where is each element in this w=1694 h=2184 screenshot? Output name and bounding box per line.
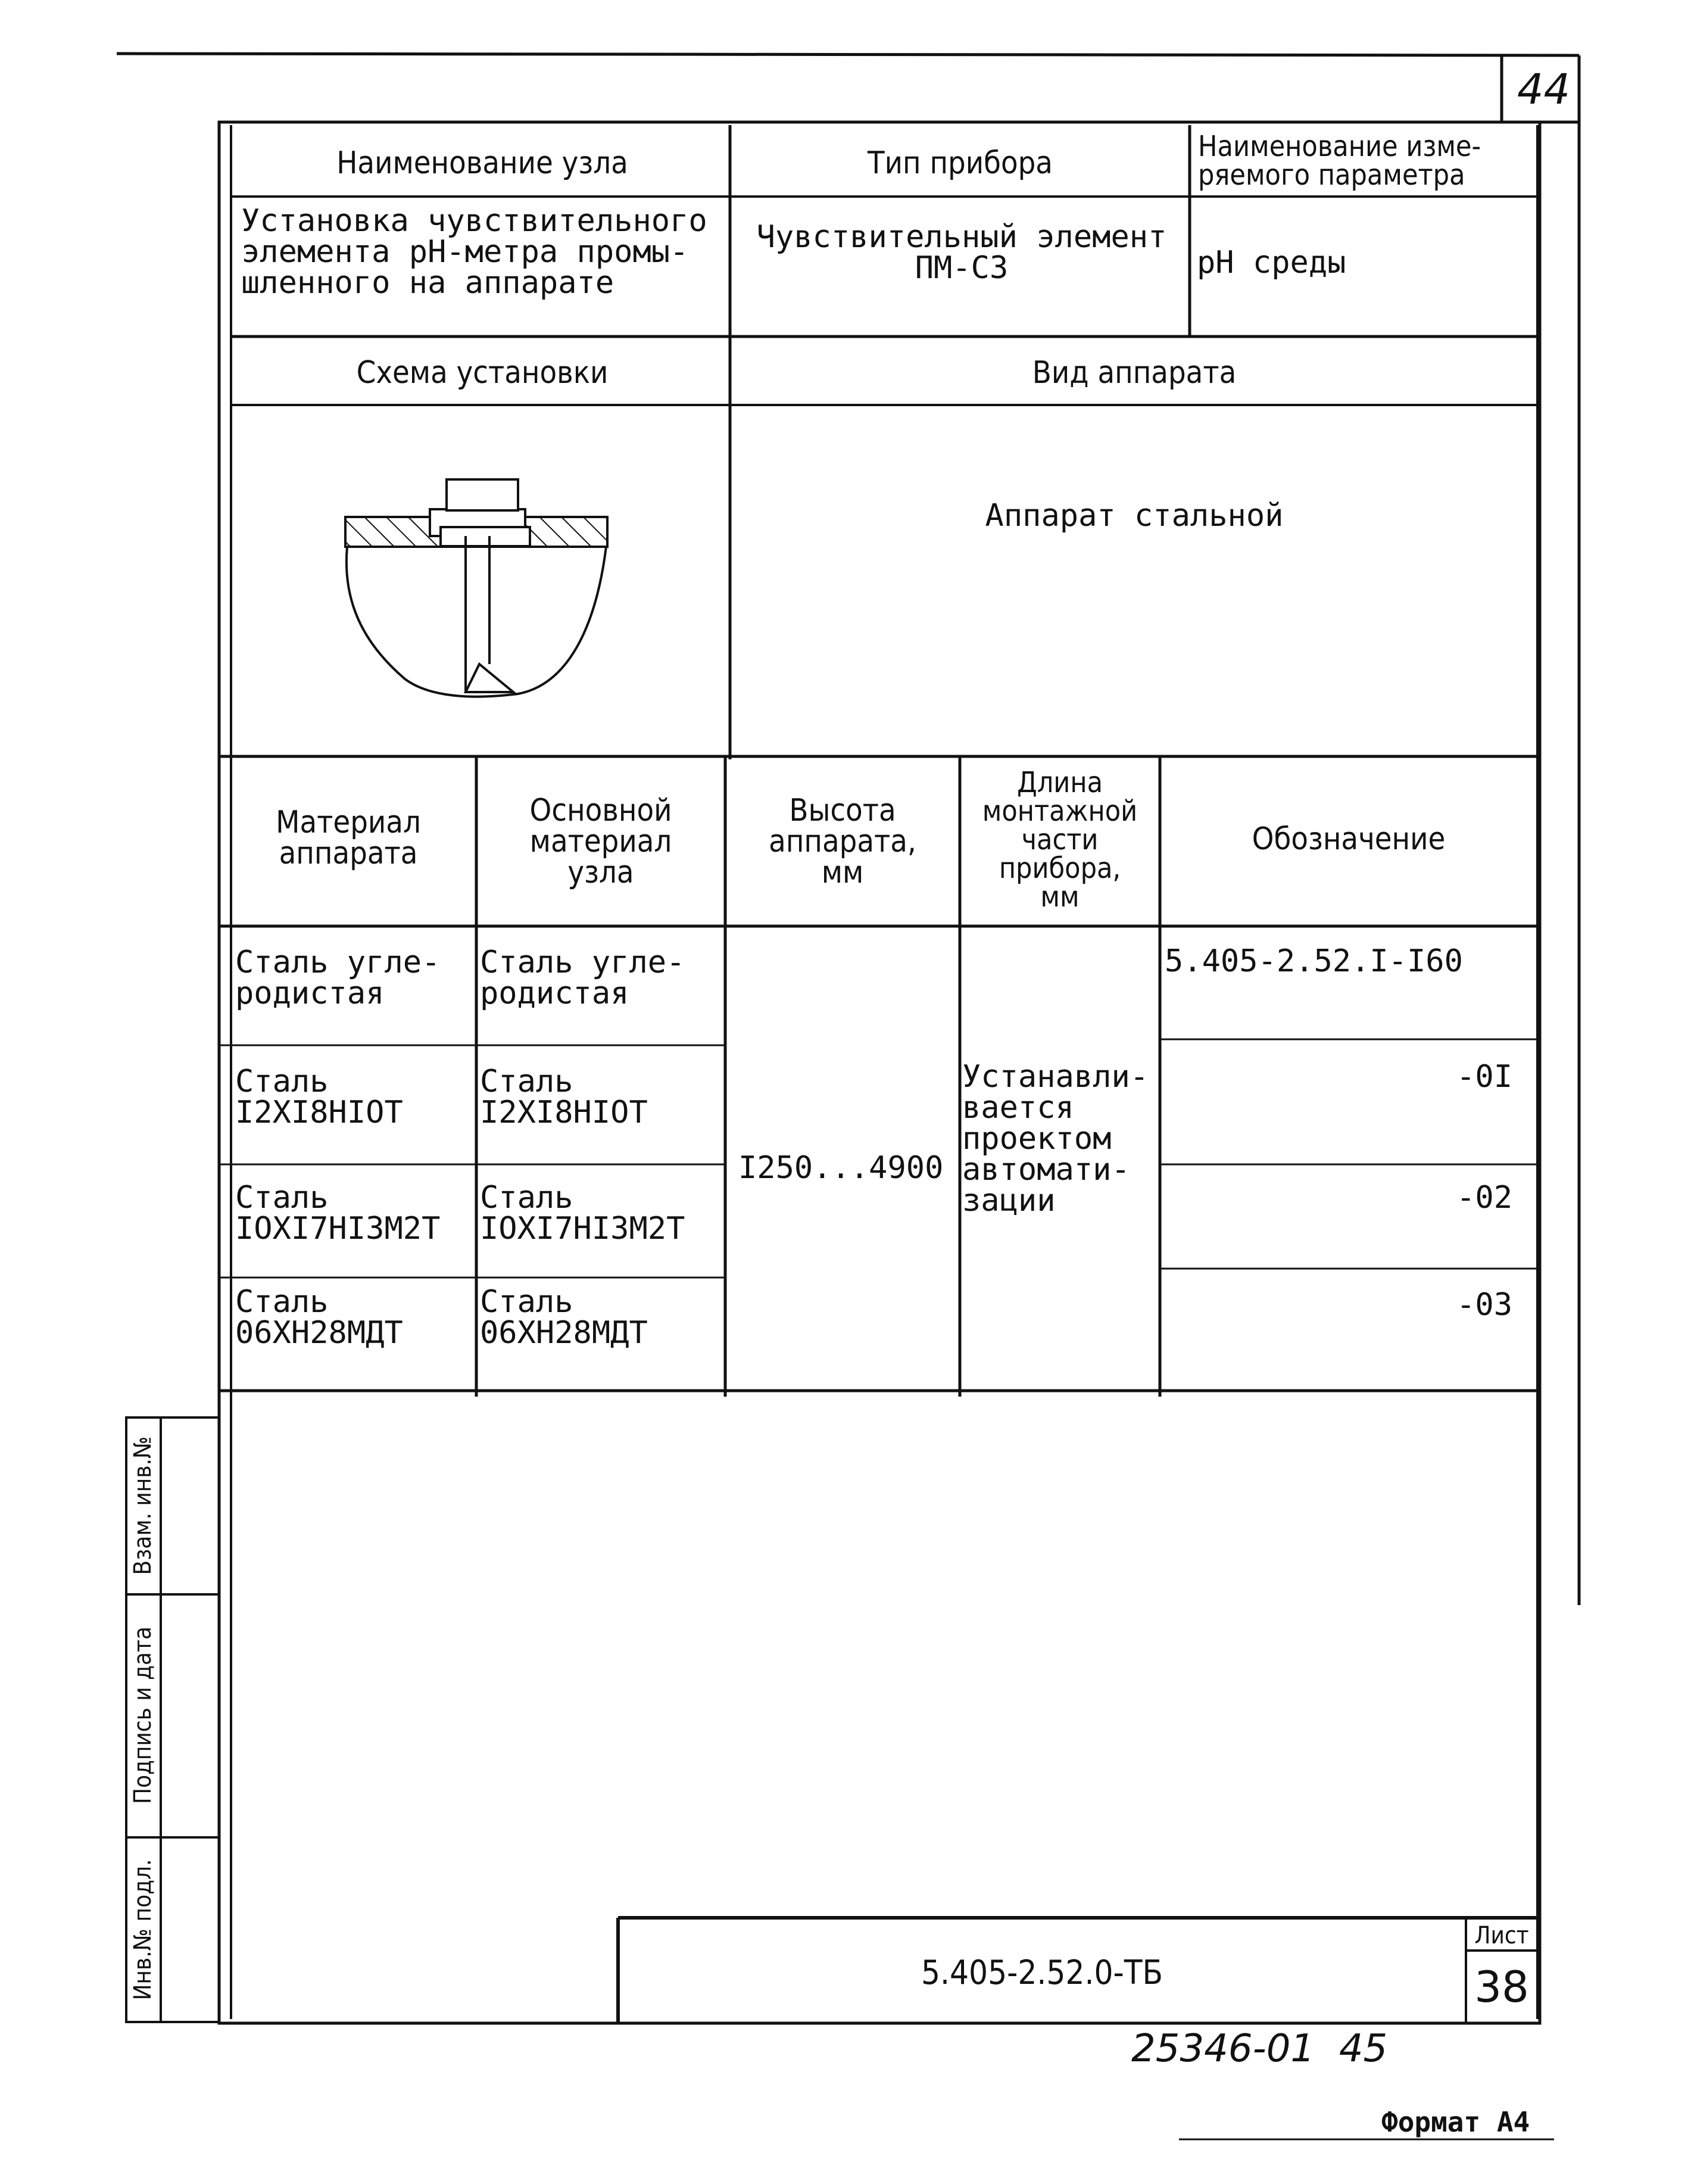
length-value: Устанавли- вается проектом автомати- зации <box>962 1059 1149 1219</box>
parameter-value: рН среды <box>1197 245 1346 281</box>
doc-number: 5.405-2.52.0-ТБ <box>921 1954 1163 1992</box>
height-value: I250...4900 <box>738 1150 944 1186</box>
header-node-name: Наименование узла <box>336 145 628 181</box>
side-label-inv-orig: Инв.№ подл. <box>129 1859 157 2001</box>
designation-cell: -03 <box>1456 1287 1512 1323</box>
handwritten-code: 25346-01 45 <box>1131 2027 1388 2071</box>
base-material-cell: Сталь угле- родистая <box>480 945 685 1011</box>
format-label: Формат А4 <box>1381 2106 1530 2138</box>
designation-cell: -0I <box>1456 1059 1512 1095</box>
top-border <box>117 54 1579 55</box>
th-length: Длина монтажной части прибора, мм <box>982 766 1138 914</box>
apparatus-header: Вид аппарата <box>1032 355 1237 391</box>
designation-cell: 5.405-2.52.I-I60 <box>1165 943 1463 979</box>
material-cell: Сталь IOXI7HI3M2T <box>235 1180 441 1247</box>
scheme-header: Схема установки <box>356 355 609 391</box>
th-material: Материал аппарата <box>276 805 421 871</box>
base-material-cell: Сталь IOXI7HI3M2T <box>480 1180 685 1247</box>
base-material-cell: Сталь 06XH28MДТ <box>480 1284 648 1351</box>
side-label-sign-date: Подпись и дата <box>129 1626 157 1805</box>
th-height: Высота аппарата, мм <box>769 793 916 890</box>
material-cell: Сталь I2XI8HIOT <box>235 1064 403 1130</box>
device-type-value: Чувствительный элемент ПМ-С3 <box>756 219 1167 286</box>
header-parameter: Наименование изме- ряемого параметра <box>1198 130 1481 192</box>
designation-cell: -02 <box>1456 1180 1512 1216</box>
material-cell: Сталь 06XH28MДТ <box>235 1284 403 1351</box>
header-device-type: Тип прибора <box>868 145 1053 181</box>
apparatus-type-value: Аппарат стальной <box>985 498 1284 534</box>
page-number-handwritten: 44 <box>1517 65 1571 114</box>
th-base-material: Основной материал узла <box>529 793 672 890</box>
sheet-label: Лист <box>1474 1922 1529 1949</box>
installation-scheme-drawing <box>345 479 607 697</box>
base-material-cell: Сталь I2XI8HIOT <box>480 1064 648 1130</box>
main-frame <box>219 122 1540 2023</box>
th-designation: Обозначение <box>1252 821 1446 857</box>
sheet-number: 38 <box>1474 1962 1529 2012</box>
material-cell: Сталь угле- родистая <box>235 945 441 1011</box>
side-label-vzam-inv: Взам. инв.№ <box>129 1436 157 1575</box>
node-name-value: Установка чувствительного элемента рН-метра промы- шленного на аппарате <box>241 203 707 301</box>
